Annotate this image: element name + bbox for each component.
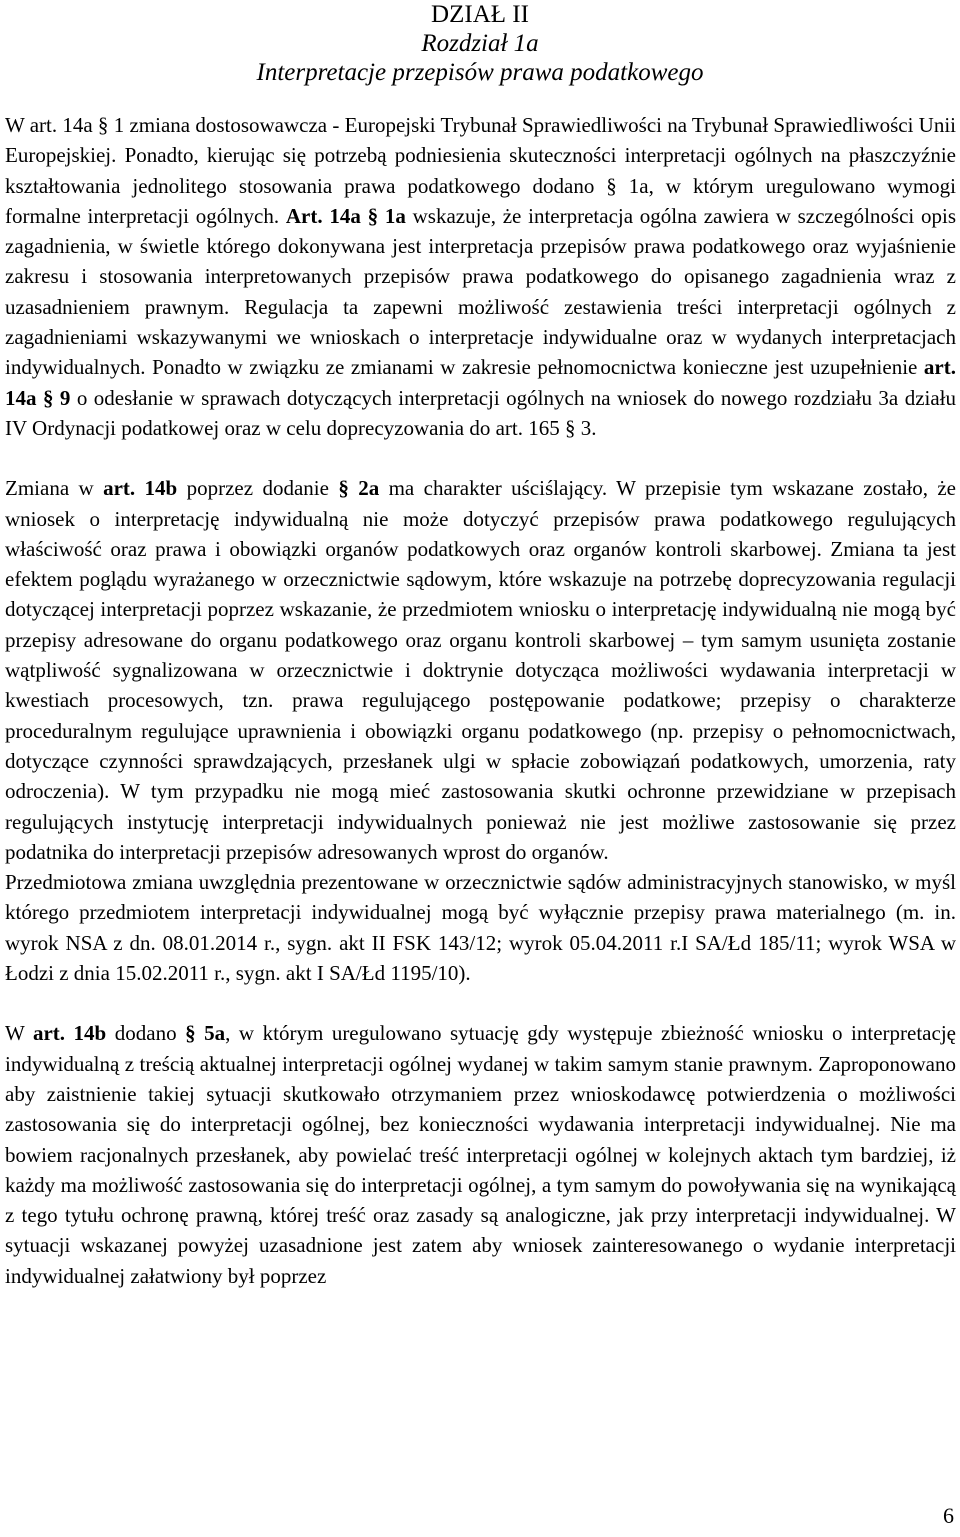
article-reference: Art. 14a § 1a [285,203,406,228]
paragraph-text: , w którym uregulowano sytuację gdy występuje zbieżność wniosku o interpretację indywidualną z treścią aktualnej interpretacji ogólnej wydanej w takim samym stanie prawnym. Zaproponowano aby zaistnienie takiej sytuacji skutkowało otrzymaniem przez wnioskodawcę potwierdzenia o możliwości zastosowania się do interpretacji ogólnej, bez konieczności wydawania interpretacji indywidualnej. Nie ma bowiem racjonalnych przesłanek, aby powielać treść interpretacji ogólnej w kolejnych aktach tym bardziej, iż każdy ma możliwość zastosowania się do interpretacji ogólnej, a tym samym do powoływania się na wynikającą z tego tytułu ochronę prawną, której treść oraz zasady są analogiczne, jak przy interpretacji indywidualnej. W sytuacji wskazanej powyżej uzasadnione jest zatem aby wniosek zainteresowanego o wydanie interpretacji indywidualnej załatwiony był poprzez [5,1021,956,1288]
body-paragraph [5,110,956,443]
paragraph-text: Przedmiotowa zmiana uwzględnia prezentowane w orzecznictwie sądów administracyjnych stanowisko, w myśl którego przedmiotem interpretacji indywidualnej mogą być wyłącznie przepisy prawa materialnego (m. in. wyrok NSA z dn. 08.01.2014 r., sygn. akt II FSK 143/12; wyrok 05.04.2011 r.I SA/Łd 185/11; wyrok WSA w Łodzi z dnia 15.02.2011 r., sygn. akt I SA/Łd 1195/10). [5,870,956,986]
article-reference: art. 14b [103,476,178,501]
document-header [0,0,960,87]
paragraph-text: W art. 14a § 1 zmiana dostosowawcza - Europejski Trybunał Sprawiedliwości na Trybunał Sprawiedliwości Unii Europejskiej. Ponadto, kierując się potrzebą podniesienia skuteczności interpretacji ogólnych na płaszczyźnie kształtowania jednolitego stosowania prawa podatkowego dodano § 1a, w którym uregulowano wymogi formalne interpretacji ogólnych. [5,113,956,228]
paragraph-text: Zmiana w [5,476,104,501]
paragraph-text: o odesłanie w sprawach dotyczących interpretacji ogólnych na wniosek do nowego rozdziału 3a działu IV Ordynacji podatkowej oraz w celu doprecyzowania do art. 165 § 3. [5,385,957,440]
paragraph-spacer [5,443,956,473]
body-paragraph [5,867,956,988]
article-reference: § 5a [185,1021,226,1046]
body-paragraph [5,473,956,867]
chapter-title: Interpretacje przepisów prawa podatkowego [256,59,704,86]
paragraph-spacer [5,988,956,1018]
article-reference: art. 14a § 9 [5,355,956,410]
paragraph-text: poprzez dodanie [177,476,339,501]
page-number: 6 [943,1503,954,1528]
article-reference: § 2a [338,476,380,501]
paragraph-text: wskazuje, że interpretacja ogólna zawiera w szczególności opis zagadnienia, w świetle którego dokonywana jest interpretacja przepisów prawa podatkowego oraz wyjaśnienie zakresu i stosowania interpretowanych przepisów prawa podatkowego do opisanego zagadnienia wraz z uzasadnieniem prawnym. Regulacja ta zapewni możliwość zestawienia treści interpretacji ogólnych z zagadnieniami wskazywanymi we wnioskach o interpretacje indywidualne oraz w wydanych interpretacjach indywidualnych. Ponadto w związku ze zmianami w zakresie pełnomocnictwa konieczne jest uzupełnienie [5,203,956,380]
document-body [5,110,956,1291]
paragraph-text: dodano [106,1021,186,1046]
body-paragraph [5,1018,956,1291]
chapter-heading: Rozdział 1a [421,30,539,57]
paragraph-text: ma charakter uściślający. W przepisie tym wskazane zostało, że wniosek o interpretację indywidualną nie może dotyczyć przepisów prawa podatkowego regulujących właściwość oraz prawa i obowiązki organów podatkowych oraz organów kontroli skarbowej. Zmiana ta jest efektem poglądu wyrażanego w orzecznictwie sądowym, które wskazuje na potrzebę doprecyzowania regulacji dotyczącej interpretacji poprzez wskazanie, że przedmiotem wniosku o interpretację indywidualną nie mogą być przepisy adresowane do organu podatkowego oraz organu kontroli skarbowej – tym samym usunięta zostanie wątpliwość sygnalizowana w orzecznictwie i doktrynie dotycząca możliwości wydawania interpretacji w kwestiach procesowych, tzn. prawa regulującego postępowanie podatkowe; przepisy o charakterze proceduralnym regulujące uprawnienia i obowiązki organu podatkowego (np. przepisy o pełnomocnictwach, dotyczące czynności sprawdzających, przesłanek ulgi w spłacie zobowiązań podatkowych, umorzenia, raty odroczenia). W tym przypadku nie mogą mieć zastosowania skutki ochronne przewidziane w przepisach regulujących instytucję interpretacji indywidualnych ponieważ nie jest możliwe zastosowanie się przez podatnika do interpretacji przepisów adresowanych wprost do organów. [5,476,956,864]
article-reference: art. 14b [32,1021,107,1046]
section-heading: DZIAŁ II [431,1,529,28]
paragraph-text: W [5,1021,33,1046]
